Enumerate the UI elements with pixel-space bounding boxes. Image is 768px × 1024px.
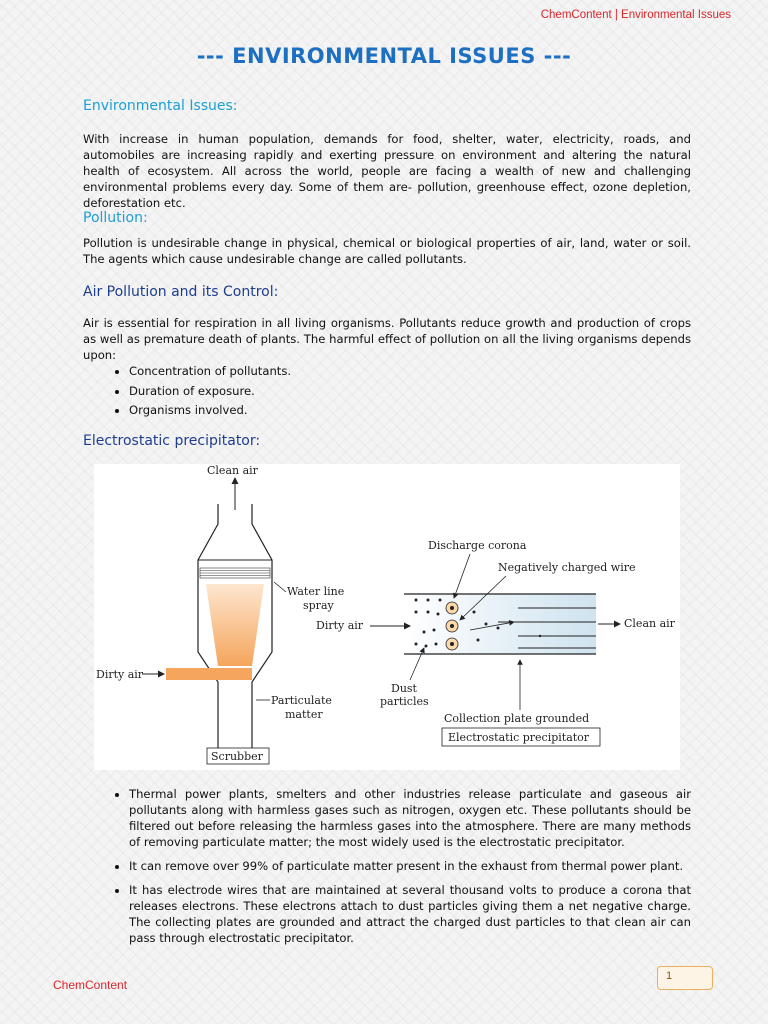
collection-plate-label: Collection plate grounded xyxy=(444,712,590,725)
particulate-label: Particulate xyxy=(271,694,332,707)
water-spray-cone xyxy=(206,584,264,666)
esp-clean-air-label: Clean air xyxy=(624,617,675,630)
list-item: • Concentration of pollutants. xyxy=(129,362,689,382)
air-pollution-factor-list xyxy=(83,362,689,421)
page-number-badge xyxy=(657,966,713,990)
scrubber-caption: Scrubber xyxy=(211,750,263,763)
precipitator-figure xyxy=(94,464,680,770)
footer-brand: ChemContent xyxy=(53,978,128,992)
heading-environmental-issues: Environmental Issues: xyxy=(83,98,238,114)
page-title: --- ENVIRONMENTAL ISSUES --- xyxy=(196,44,572,68)
list-item: • It has electrode wires that are maintained at several thousand volts to produce a corona that releases electrons. These electrons attach to dust particles giving them a net negative charge. The collecting plates are grounded and attract the charged dust particles to that clean air can pass through electrostatic precipitator. xyxy=(129,882,691,946)
heading-air-pollution: Air Pollution and its Control: xyxy=(83,284,279,300)
esp-duct xyxy=(404,594,596,654)
paragraph-pollution: Pollution is undesirable change in physical, chemical or biological properties of air, land, water or soil. The agents which cause undesirable change are called pollutants. xyxy=(83,236,691,266)
negatively-charged-wire-label: Negatively charged wire xyxy=(498,561,636,574)
heading-electrostatic-precipitator: Electrostatic precipitator: xyxy=(83,433,261,449)
scrubber-clean-air-label: Clean air xyxy=(207,464,258,477)
particles-label: particles xyxy=(380,695,429,708)
esp-caption: Electrostatic precipitator xyxy=(448,731,590,744)
matter-label: matter xyxy=(285,708,323,721)
list-item: • Duration of exposure. xyxy=(129,382,689,402)
scrubber-dirty-air-label: Dirty air xyxy=(96,668,144,681)
discharge-corona-pointer xyxy=(454,554,470,598)
page-number: 1 xyxy=(666,970,673,982)
list-item: • Thermal power plants, smelters and other industries release particulate and gaseous air pollutants along with harmless gases such as nitrogen, oxygen etc. These pollutants should be filtered out before releasing the harmless gases into the atmosphere. There are many methods of removing particulate matter; the most widely used is the electrostatic precipitator. xyxy=(129,786,691,850)
esp-dirty-air-label: Dirty air xyxy=(316,619,364,632)
water-spray-label: spray xyxy=(303,599,334,612)
paragraph-environmental-issues: With increase in human population, demands for food, shelter, water, electricity, roads, and automobiles are increasing rapidly and exerting pressure on environment and altering the natural health of ecosystem. All across the world, people are facing a wealth of new and challenging environmental problems every day. Some of them are- pollution, greenhouse effect, ozone depletion, deforestation etc. xyxy=(83,132,691,210)
list-item: • It can remove over 99% of particulate matter present in the exhaust from thermal power plant. xyxy=(129,858,691,874)
header-breadcrumb: ChemContent | Environmental Issues xyxy=(540,9,731,21)
water-line-pointer xyxy=(274,582,286,592)
precipitator-diagram xyxy=(94,464,680,770)
esp-diagram xyxy=(316,539,676,746)
heading-pollution: Pollution: xyxy=(83,210,148,226)
scrubber-diagram xyxy=(96,464,344,764)
discharge-corona-label: Discharge corona xyxy=(428,539,527,552)
paragraph-air-pollution: Air is essential for respiration in all living organisms. Pollutants reduce growth and production of crops as well as premature death of plants. The harmful effect of pollution on all the living organisms depends upon: xyxy=(83,316,691,362)
esp-description-list xyxy=(83,786,691,954)
water-line-label: Water line xyxy=(287,585,345,598)
negatively-charged-wires xyxy=(446,602,458,650)
dust-label: Dust xyxy=(391,682,417,695)
dirty-air-inlet xyxy=(166,668,252,680)
list-item: • Organisms involved. xyxy=(129,401,689,421)
